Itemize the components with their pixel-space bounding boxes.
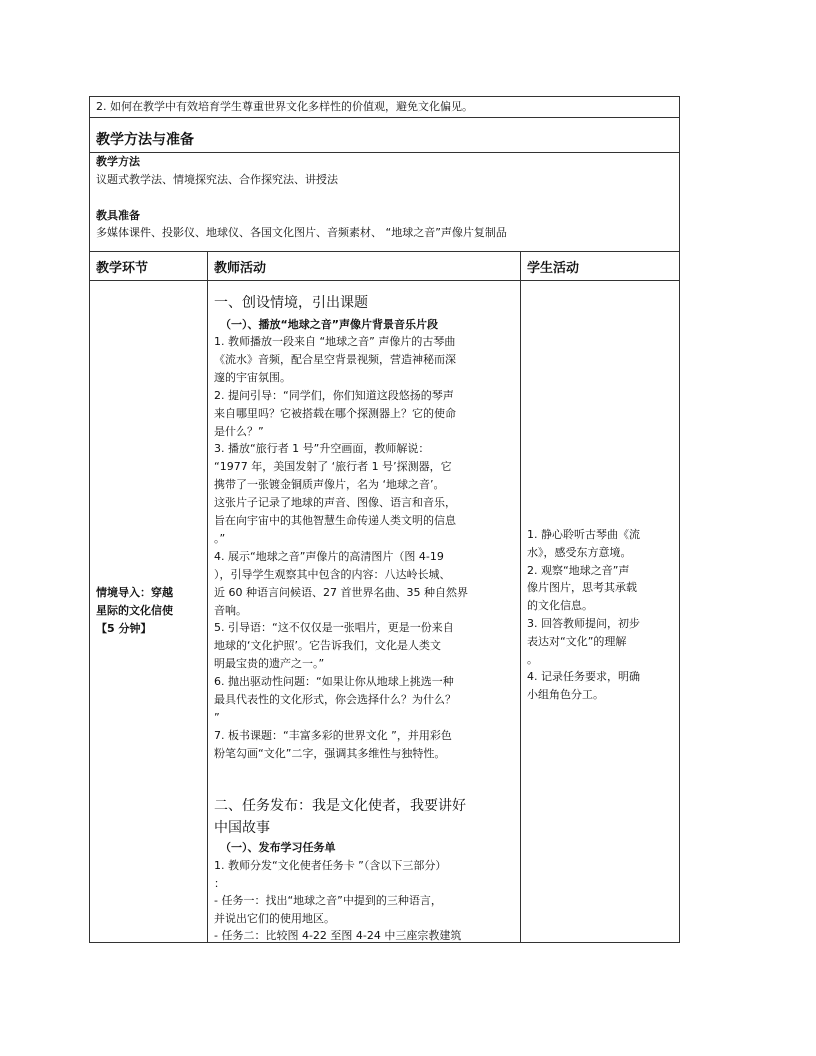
text-line: - 任务一：找出“地球之音”中提到的三种语言， [214,894,442,908]
text-line: 旨在向宇宙中的其他智慧生命传递人类文明的信息 [214,514,456,527]
text-line: ： [214,876,225,890]
text-line: “1977 年，美国发射了 ‘旅行者 1 号’探测器，它 [214,460,452,474]
table-rule [90,251,679,252]
table-rule [90,280,679,281]
tools-text: 多媒体课件、投影仪、地球仪、各国文化图片、音频素材、 “地球之音”声像片复制品 [96,226,507,239]
header-student: 学生活动 [527,261,580,276]
text-line: 。 [527,652,538,666]
teacher-heading-2-line1: 二、任务发布：我是文化使者，我要讲好 [214,798,466,814]
text-line: 5. 引导语：“这不仅仅是一张唱片，更是一份来自 [214,621,454,635]
section-title: 教学方法与准备 [96,132,194,148]
teacher-subheading-1: （一）、播放“地球之音”声像片背景音乐片段 [220,318,438,331]
text-line: - 任务二：比较图 4-22 至图 4-24 中三座宗教建筑 [214,929,462,943]
table-rule [90,152,679,153]
text-line: 近 60 种语言问候语、27 首世界名曲、35 种自然界 [214,585,468,599]
tools-label: 教具准备 [96,209,140,222]
text-line: 3. 播放“旅行者 1 号”升空画面，教师解说： [214,442,430,456]
text-line: 6. 抛出驱动性问题：“如果让你从地球上挑选一种 [214,675,454,689]
text-line: 1. 教师分发“文化使者任务卡 ”（含以下三部分） [214,859,447,872]
text-line: 地球的‘文化护照’。它告诉我们，文化是人类文 [214,639,441,653]
text-line: 携带了一张镀金铜质声像片，名为 ‘地球之音’。 [214,478,445,492]
stage-line: 情境导入：穿越 [96,586,173,599]
top-note: 2. 如何在教学中有效培育学生尊重世界文化多样性的价值观，避免文化偏见。 [96,100,473,113]
text-line: 这张片子记录了地球的声音、图像、语言和音乐， [214,496,456,510]
text-line: 小组角色分工。 [527,688,604,702]
column-divider [207,251,208,942]
text-line: 3. 回答教师提问，初步 [527,617,640,630]
methods-text: 议题式教学法、情境探究法、合作探究法、讲授法 [96,173,338,186]
text-line: 并说出它们的使用地区。 [214,911,335,925]
text-line: 。” [214,531,226,545]
teacher-subheading-2: （一）、发布学习任务单 [220,841,336,854]
stage-line: 星际的文化信使 [96,604,173,617]
methods-label: 教学方法 [96,155,140,168]
text-line: 是什么？” [214,424,264,438]
text-line: 来自哪里吗？它被搭载在哪个探测器上？它的使命 [214,406,456,420]
text-line: 的文化信息。 [527,599,593,613]
header-stage: 教学环节 [96,261,149,276]
text-line: 邃的宇宙氛围。 [214,370,291,384]
header-teacher: 教师活动 [214,261,267,276]
text-line: 2. 提问引导：“同学们，你们知道这段悠扬的琴声 [214,388,454,402]
text-line: 音响。 [214,603,247,617]
text-line: 像片图片，思考其承载 [527,581,637,595]
text-line: 粉笔勾画“文化”二字，强调其多维性与独特性。 [214,746,446,760]
text-line: 7. 板书课题：“丰富多彩的世界文化 ”，并用彩色 [214,728,452,742]
text-line: 明最宝贵的遗产之一。” [214,657,325,671]
text-line: ），引导学生观察其中包含的内容：八达岭长城、 [214,567,451,581]
stage-line: 【5 分钟】 [96,622,152,635]
text-line: ” [214,710,220,724]
text-line: 水》，感受东方意境。 [527,545,632,559]
text-line: 2. 观察“地球之音”声 [527,563,630,577]
text-line: 4. 展示“地球之音”声像片的高清图片（图 4-19 [214,549,444,563]
text-line: 1. 静心聆听古琴曲《流 [527,528,640,541]
text-line: 表达对“文化”的理解 [527,634,627,648]
teacher-heading-1: 一、创设情境，引出课题 [214,295,368,311]
teacher-heading-2-line2: 中国故事 [214,820,270,836]
text-line: 最具代表性的文化形式，你会选择什么？为什么？ [214,693,456,706]
table-rule [90,117,679,118]
text-line: 1. 教师播放一段来自 “地球之音” 声像片的古琴曲 [214,335,456,348]
lesson-plan-table [89,96,680,943]
text-line: 4. 记录任务要求，明确 [527,670,640,684]
column-divider [520,251,521,942]
text-line: 《流水》音频，配合星空背景视频，营造神秘而深 [214,352,456,366]
